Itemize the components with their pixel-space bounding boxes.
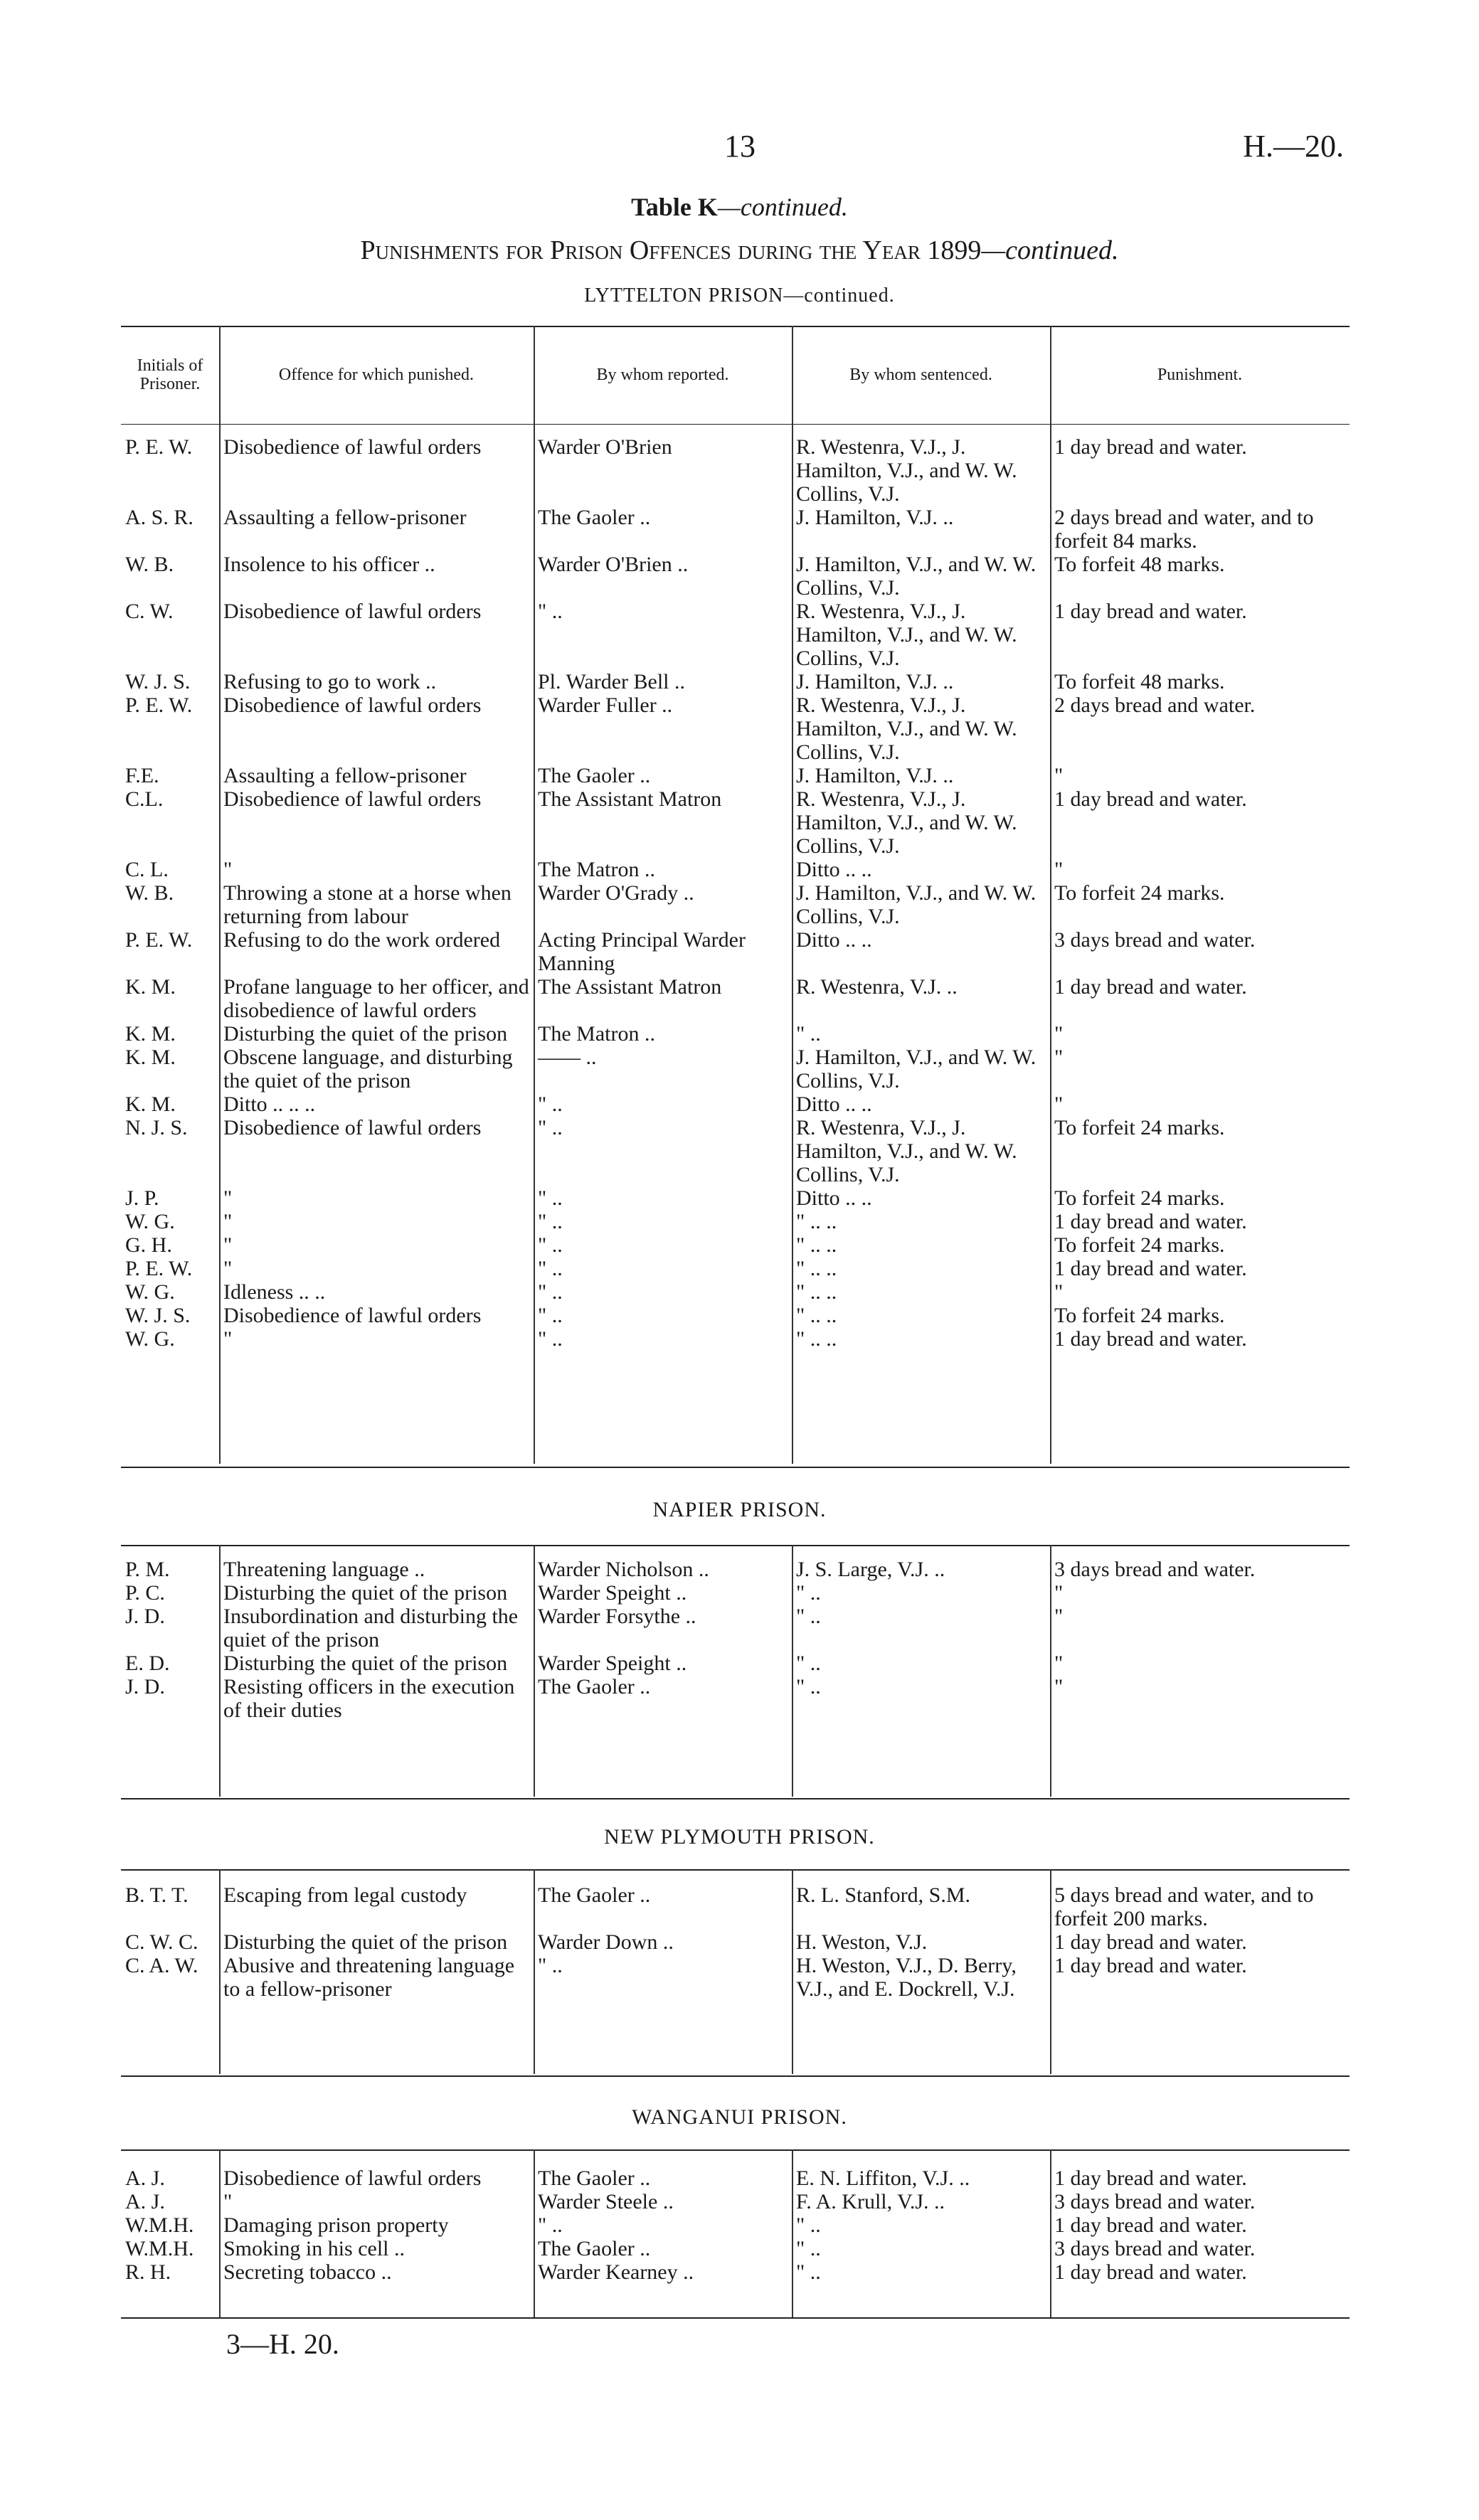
table-row bbox=[121, 858, 1350, 881]
offence-cell: Throwing a stone at a horse when returning from labour bbox=[223, 881, 511, 928]
punishment-cell: " bbox=[1054, 858, 1064, 881]
sentenced-cell: " .. bbox=[796, 2213, 821, 2237]
sentenced-cell: R. L. Stanford, S.M. bbox=[796, 1883, 971, 1907]
initials-cell: C. A. W. bbox=[125, 1954, 198, 1977]
offence-cell: Abusive and threatening language to a fellow-prisoner bbox=[223, 1954, 515, 2001]
table-row bbox=[121, 1558, 1350, 1581]
offence-cell: Disobedience of lawful orders bbox=[223, 1304, 482, 1327]
table-row bbox=[121, 1954, 1350, 2001]
punishment-cell: 2 days bread and water. bbox=[1054, 693, 1256, 717]
initials-cell: A. S. R. bbox=[125, 506, 194, 529]
offence-cell: Smoking in his cell .. bbox=[223, 2237, 405, 2260]
initials-cell: W. G. bbox=[125, 1280, 175, 1304]
offence-cell: Disobedience of lawful orders bbox=[223, 435, 482, 459]
initials-cell: K. M. bbox=[125, 1092, 176, 1116]
punishment-cell: To forfeit 24 marks. bbox=[1054, 1186, 1225, 1210]
sentenced-cell: " .. .. bbox=[796, 1233, 837, 1257]
offence-cell: Disobedience of lawful orders bbox=[223, 1116, 482, 1139]
initials-cell: R. H. bbox=[125, 2260, 171, 2284]
initials-cell: P. C. bbox=[125, 1581, 165, 1605]
reported-cell: The Gaoler .. bbox=[538, 2167, 651, 2190]
table-row bbox=[121, 928, 1350, 975]
table-title-continued: —continued. bbox=[717, 193, 848, 221]
table-row bbox=[121, 1210, 1350, 1233]
sentenced-cell: Ditto .. .. bbox=[796, 1092, 872, 1116]
reported-cell: Pl. Warder Bell .. bbox=[538, 670, 685, 693]
offence-cell: Obscene language, and disturbing the quiet of the prison bbox=[223, 1046, 513, 1092]
punishment-cell: To forfeit 24 marks. bbox=[1054, 881, 1225, 905]
reported-cell: Warder Steele .. bbox=[538, 2190, 674, 2213]
initials-cell: A. J. bbox=[125, 2190, 165, 2213]
table-row bbox=[121, 1652, 1350, 1675]
offence-cell: Profane language to her officer, and disobedience of lawful orders bbox=[223, 975, 529, 1022]
punishment-cell: 1 day bread and water. bbox=[1054, 600, 1247, 623]
table-row bbox=[121, 693, 1350, 764]
initials-cell: B. T. T. bbox=[125, 1883, 189, 1907]
offence-cell: Resisting officers in the execution of their duties bbox=[223, 1675, 515, 1722]
initials-cell: W.M.H. bbox=[125, 2237, 194, 2260]
table-row bbox=[121, 1675, 1350, 1722]
reported-cell: The Gaoler .. bbox=[538, 764, 651, 787]
table-row bbox=[121, 1092, 1350, 1116]
reported-cell: " .. bbox=[538, 2213, 563, 2237]
reported-cell: Warder Down .. bbox=[538, 1930, 674, 1954]
initials-cell: G. H. bbox=[125, 1233, 172, 1257]
column-header-initials: Initials of Prisoner. bbox=[137, 356, 203, 393]
reported-cell: Warder Speight .. bbox=[538, 1652, 687, 1675]
sentenced-cell: " .. bbox=[796, 1652, 821, 1675]
table-row bbox=[121, 2190, 1350, 2213]
punishment-cell: " bbox=[1054, 1605, 1064, 1628]
reported-cell: Warder Fuller .. bbox=[538, 693, 673, 717]
table-row bbox=[121, 1581, 1350, 1605]
punishment-cell: To forfeit 24 marks. bbox=[1054, 1233, 1225, 1257]
initials-cell: P. E. W. bbox=[125, 693, 193, 717]
punishment-cell: 3 days bread and water. bbox=[1054, 2237, 1256, 2260]
offence-cell: " bbox=[223, 2190, 233, 2213]
offence-cell: Disobedience of lawful orders bbox=[223, 2167, 482, 2190]
table-row bbox=[121, 787, 1350, 858]
table-title-main: Table K bbox=[631, 193, 718, 221]
offence-cell: Disobedience of lawful orders bbox=[223, 600, 482, 623]
sentenced-cell: J. Hamilton, V.J., and W. W. Collins, V.J. bbox=[796, 881, 1037, 928]
new-plymouth-table bbox=[121, 1883, 1350, 2001]
reported-cell: —— .. bbox=[538, 1046, 597, 1069]
sentenced-cell: " .. bbox=[796, 1022, 821, 1046]
reported-cell: " .. bbox=[538, 1304, 563, 1327]
table-row bbox=[121, 553, 1350, 600]
table-row bbox=[121, 1930, 1350, 1954]
offence-cell: Threatening language .. bbox=[223, 1558, 425, 1581]
section-heading-wanganui: WANGANUI PRISON. bbox=[632, 2105, 847, 2129]
reported-cell: The Gaoler .. bbox=[538, 2237, 651, 2260]
punishment-cell: 1 day bread and water. bbox=[1054, 1954, 1247, 1977]
table-bottom-rule bbox=[121, 2317, 1350, 2319]
reported-cell: " .. bbox=[538, 1210, 563, 1233]
punishment-cell: To forfeit 48 marks. bbox=[1054, 670, 1225, 693]
sentenced-cell: H. Weston, V.J. bbox=[796, 1930, 928, 1954]
punishment-cell: " bbox=[1054, 1022, 1064, 1046]
section-heading-napier: NAPIER PRISON. bbox=[652, 1498, 827, 1521]
table-row bbox=[121, 1022, 1350, 1046]
reported-cell: " .. bbox=[538, 1186, 563, 1210]
wanganui-table bbox=[121, 2167, 1350, 2284]
section-rule bbox=[121, 1798, 1350, 1799]
table-row bbox=[121, 2260, 1350, 2284]
table-row bbox=[121, 1046, 1350, 1092]
table-top-rule bbox=[121, 326, 1350, 327]
subtitle-text: Punishments for Prison Offences during the Year 1899 bbox=[360, 235, 982, 265]
section-rule bbox=[121, 2149, 1350, 2151]
table-row bbox=[121, 2237, 1350, 2260]
sentenced-cell: R. Westenra, V.J., J. Hamilton, V.J., and W. W. Collins, V.J. bbox=[796, 787, 1017, 858]
initials-cell: F.E. bbox=[125, 764, 159, 787]
punishment-cell: 3 days bread and water. bbox=[1054, 928, 1256, 952]
offence-cell: Assaulting a fellow-prisoner bbox=[223, 764, 467, 787]
punishment-cell: 1 day bread and water. bbox=[1054, 2213, 1247, 2237]
offence-cell: " bbox=[223, 1186, 233, 1210]
sentenced-cell: J. S. Large, V.J. .. bbox=[796, 1558, 945, 1581]
reported-cell: Warder O'Brien bbox=[538, 435, 672, 459]
initials-cell: C. W. bbox=[125, 600, 174, 623]
table-row bbox=[121, 1883, 1350, 1930]
sentenced-cell: R. Westenra, V.J., J. Hamilton, V.J., and W. W. Collins, V.J. bbox=[796, 435, 1017, 506]
punishment-cell: 1 day bread and water. bbox=[1054, 1327, 1247, 1351]
initials-cell: W.M.H. bbox=[125, 2213, 194, 2237]
initials-cell: C.L. bbox=[125, 787, 164, 811]
offence-cell: Secreting tobacco .. bbox=[223, 2260, 392, 2284]
punishment-cell: 1 day bread and water. bbox=[1054, 1930, 1247, 1954]
lyttelton-table bbox=[121, 435, 1350, 1351]
sentenced-cell: J. Hamilton, V.J., and W. W. Collins, V.J. bbox=[796, 553, 1037, 600]
column-header-sentenced: By whom sentenced. bbox=[849, 366, 992, 384]
initials-cell: P. E. W. bbox=[125, 1257, 193, 1280]
offence-cell: Refusing to go to work .. bbox=[223, 670, 437, 693]
sentenced-cell: " .. .. bbox=[796, 1327, 837, 1351]
offence-cell: Damaging prison property bbox=[223, 2213, 449, 2237]
initials-cell: K. M. bbox=[125, 975, 176, 999]
initials-cell: W. J. S. bbox=[125, 1304, 191, 1327]
table-row bbox=[121, 1186, 1350, 1210]
punishment-cell: " bbox=[1054, 1280, 1064, 1304]
reported-cell: The Assistant Matron bbox=[538, 975, 722, 999]
initials-cell: J. D. bbox=[125, 1675, 165, 1698]
punishment-cell: 3 days bread and water. bbox=[1054, 2190, 1256, 2213]
sentenced-cell: J. Hamilton, V.J. .. bbox=[796, 506, 954, 529]
offence-cell: Disturbing the quiet of the prison bbox=[223, 1581, 508, 1605]
offence-cell: Idleness .. .. bbox=[223, 1280, 326, 1304]
subtitle-continued: —continued. bbox=[981, 235, 1119, 265]
reported-cell: " .. bbox=[538, 1116, 563, 1139]
table-row bbox=[121, 1116, 1350, 1186]
initials-cell: P. E. W. bbox=[125, 928, 193, 952]
offence-cell: Disturbing the quiet of the prison bbox=[223, 1930, 508, 1954]
table-row bbox=[121, 435, 1350, 506]
table-row bbox=[121, 1327, 1350, 1351]
offence-cell: " bbox=[223, 1257, 233, 1280]
punishment-cell: " bbox=[1054, 1675, 1064, 1698]
table-row bbox=[121, 2213, 1350, 2237]
initials-cell: A. J. bbox=[125, 2167, 165, 2190]
table-row bbox=[121, 2167, 1350, 2190]
sentenced-cell: Ditto .. .. bbox=[796, 858, 872, 881]
sentenced-cell: F. A. Krull, V.J. .. bbox=[796, 2190, 945, 2213]
punishment-cell: 1 day bread and water. bbox=[1054, 2260, 1247, 2284]
signature-mark: 3—H. 20. bbox=[226, 2328, 339, 2360]
initials-cell: P. M. bbox=[125, 1558, 170, 1581]
sentenced-cell: " .. .. bbox=[796, 1304, 837, 1327]
sentenced-cell: " .. .. bbox=[796, 1280, 837, 1304]
sentenced-cell: " .. bbox=[796, 1581, 821, 1605]
sentenced-cell: " .. bbox=[796, 1675, 821, 1698]
napier-table bbox=[121, 1558, 1350, 1722]
sentenced-cell: " .. bbox=[796, 2260, 821, 2284]
table-row bbox=[121, 1257, 1350, 1280]
column-header-offence: Offence for which punished. bbox=[278, 366, 475, 384]
initials-cell: C. L. bbox=[125, 858, 169, 881]
reported-cell: Warder O'Brien .. bbox=[538, 553, 689, 576]
reported-cell: " .. bbox=[538, 1257, 563, 1280]
reported-cell: " .. bbox=[538, 600, 563, 623]
reported-cell: The Gaoler .. bbox=[538, 506, 651, 529]
column-header-reported: By whom reported. bbox=[596, 366, 729, 384]
initials-cell: J. P. bbox=[125, 1186, 159, 1210]
punishment-cell: 1 day bread and water. bbox=[1054, 435, 1247, 459]
initials-cell: E. D. bbox=[125, 1652, 170, 1675]
header-bottom-rule bbox=[121, 424, 1350, 425]
punishment-cell: 1 day bread and water. bbox=[1054, 975, 1247, 999]
punishment-cell: 1 day bread and water. bbox=[1054, 1210, 1247, 1233]
reported-cell: The Matron .. bbox=[538, 1022, 655, 1046]
reported-cell: " .. bbox=[538, 1280, 563, 1304]
sentenced-cell: J. Hamilton, V.J., and W. W. Collins, V.J. bbox=[796, 1046, 1037, 1092]
reported-cell: Warder Speight .. bbox=[538, 1581, 687, 1605]
initials-cell: K. M. bbox=[125, 1022, 176, 1046]
punishment-cell: 3 days bread and water. bbox=[1054, 1558, 1256, 1581]
punishment-cell: 2 days bread and water, and to forfeit 84 marks. bbox=[1054, 506, 1314, 553]
offence-cell: " bbox=[223, 1233, 233, 1257]
reported-cell: " .. bbox=[538, 1327, 563, 1351]
sentenced-cell: H. Weston, V.J., D. Berry, V.J., and E. Dockrell, V.J. bbox=[796, 1954, 1017, 2001]
offence-cell: " bbox=[223, 1210, 233, 1233]
initials-cell: C. W. C. bbox=[125, 1930, 198, 1954]
sentenced-cell: R. Westenra, V.J., J. Hamilton, V.J., and W. W. Collins, V.J. bbox=[796, 600, 1017, 670]
reported-cell: " .. bbox=[538, 1954, 563, 1977]
sentenced-cell: " .. bbox=[796, 1605, 821, 1628]
table-row bbox=[121, 1605, 1350, 1652]
section-rule bbox=[121, 2075, 1350, 2077]
punishment-cell: 5 days bread and water, and to forfeit 200 marks. bbox=[1054, 1883, 1314, 1930]
initials-cell: W. G. bbox=[125, 1327, 175, 1351]
offence-cell: Refusing to do the work ordered bbox=[223, 928, 501, 952]
table-row bbox=[121, 975, 1350, 1022]
section-heading-new-plymouth: NEW PLYMOUTH PRISON. bbox=[604, 1825, 875, 1849]
offence-cell: Assaulting a fellow-prisoner bbox=[223, 506, 467, 529]
column-header-punishment: Punishment. bbox=[1157, 366, 1243, 384]
reported-cell: The Gaoler .. bbox=[538, 1675, 651, 1698]
offence-cell: Insubordination and disturbing the quiet of the prison bbox=[223, 1605, 519, 1652]
table-row bbox=[121, 506, 1350, 553]
table-row bbox=[121, 600, 1350, 670]
reported-cell: " .. bbox=[538, 1233, 563, 1257]
table-row bbox=[121, 670, 1350, 693]
sentenced-cell: J. Hamilton, V.J. .. bbox=[796, 764, 954, 787]
punishment-cell: " bbox=[1054, 1581, 1064, 1605]
reported-cell: Warder Nicholson .. bbox=[538, 1558, 709, 1581]
sentenced-cell: R. Westenra, V.J., J. Hamilton, V.J., and W. W. Collins, V.J. bbox=[796, 693, 1017, 764]
punishment-cell: 1 day bread and water. bbox=[1054, 787, 1247, 811]
initials-cell: K. M. bbox=[125, 1046, 176, 1069]
initials-cell: W. J. S. bbox=[125, 670, 191, 693]
punishment-cell: " bbox=[1054, 1046, 1064, 1069]
punishment-cell: " bbox=[1054, 1652, 1064, 1675]
table-row bbox=[121, 1280, 1350, 1304]
reported-cell: The Matron .. bbox=[538, 858, 655, 881]
sentenced-cell: " .. .. bbox=[796, 1257, 837, 1280]
reported-cell: Acting Principal Warder Manning bbox=[538, 928, 746, 975]
punishment-cell: 1 day bread and water. bbox=[1054, 1257, 1247, 1280]
offence-cell: Ditto .. .. .. bbox=[223, 1092, 316, 1116]
punishment-cell: 1 day bread and water. bbox=[1054, 2167, 1247, 2190]
section-rule bbox=[121, 1869, 1350, 1871]
table-row bbox=[121, 764, 1350, 787]
offence-cell: Escaping from legal custody bbox=[223, 1883, 467, 1907]
reported-cell: Warder Kearney .. bbox=[538, 2260, 694, 2284]
punishment-cell: To forfeit 24 marks. bbox=[1054, 1116, 1225, 1139]
table-title bbox=[0, 192, 1479, 222]
table-row bbox=[121, 881, 1350, 928]
document-reference: H.—20. bbox=[1243, 129, 1344, 164]
table-subtitle bbox=[0, 235, 1479, 266]
initials-cell: W. B. bbox=[125, 553, 174, 576]
reported-cell: Warder Forsythe .. bbox=[538, 1605, 696, 1628]
reported-cell: " .. bbox=[538, 1092, 563, 1116]
initials-cell: N. J. S. bbox=[125, 1116, 188, 1139]
sentenced-cell: " .. .. bbox=[796, 1210, 837, 1233]
offence-cell: " bbox=[223, 1327, 233, 1351]
reported-cell: The Assistant Matron bbox=[538, 787, 722, 811]
section-rule bbox=[121, 1467, 1350, 1468]
sentenced-cell: R. Westenra, V.J., J. Hamilton, V.J., and W. W. Collins, V.J. bbox=[796, 1116, 1017, 1186]
initials-cell: J. D. bbox=[125, 1605, 165, 1628]
sentenced-cell: E. N. Liffiton, V.J. .. bbox=[796, 2167, 970, 2190]
reported-cell: The Gaoler .. bbox=[538, 1883, 651, 1907]
reported-cell: Warder O'Grady .. bbox=[538, 881, 694, 905]
sentenced-cell: J. Hamilton, V.J. .. bbox=[796, 670, 954, 693]
offence-cell: " bbox=[223, 858, 233, 881]
initials-cell: W. G. bbox=[125, 1210, 175, 1233]
offence-cell: Disobedience of lawful orders bbox=[223, 693, 482, 717]
offence-cell: Disturbing the quiet of the prison bbox=[223, 1652, 508, 1675]
sentenced-cell: Ditto .. .. bbox=[796, 928, 872, 952]
sentenced-cell: " .. bbox=[796, 2237, 821, 2260]
sentenced-cell: R. Westenra, V.J. .. bbox=[796, 975, 958, 999]
section-heading-lyttelton: LYTTELTON PRISON—continued. bbox=[584, 285, 895, 307]
table-row bbox=[121, 1304, 1350, 1327]
sentenced-cell: Ditto .. .. bbox=[796, 1186, 872, 1210]
punishment-cell: " bbox=[1054, 1092, 1064, 1116]
offence-cell: Disturbing the quiet of the prison bbox=[223, 1022, 508, 1046]
initials-cell: P. E. W. bbox=[125, 435, 193, 459]
punishment-cell: To forfeit 24 marks. bbox=[1054, 1304, 1225, 1327]
section-rule bbox=[121, 1545, 1350, 1546]
offence-cell: Disobedience of lawful orders bbox=[223, 787, 482, 811]
punishment-cell: To forfeit 48 marks. bbox=[1054, 553, 1225, 576]
punishment-cell: " bbox=[1054, 764, 1064, 787]
table-row bbox=[121, 1233, 1350, 1257]
initials-cell: W. B. bbox=[125, 881, 174, 905]
page-number: 13 bbox=[724, 129, 756, 164]
offence-cell: Insolence to his officer .. bbox=[223, 553, 435, 576]
